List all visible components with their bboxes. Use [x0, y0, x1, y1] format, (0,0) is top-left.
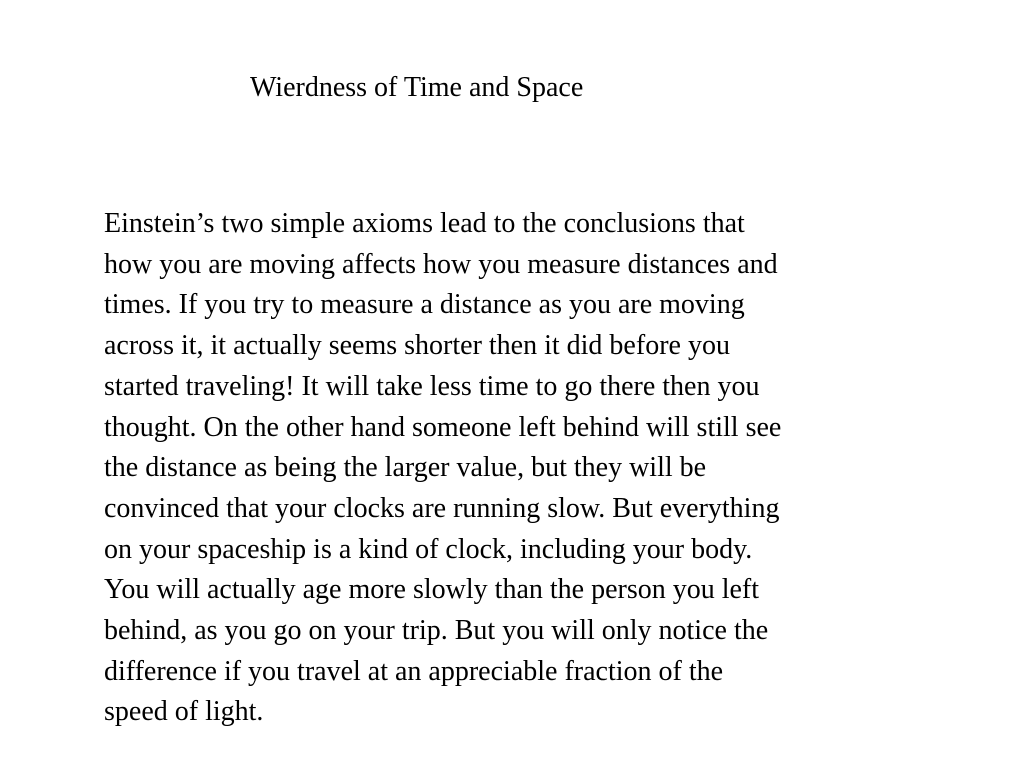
slide-title: Wierdness of Time and Space [250, 72, 584, 103]
body-line: convinced that your clocks are running slow. But everything [104, 492, 780, 524]
body-line: times. If you try to measure a distance as you are moving [104, 289, 745, 321]
body-line: behind, as you go on your trip. But you will only notice the [104, 615, 769, 647]
body-line: You will actually age more slowly than the person you left [104, 574, 760, 606]
body-line: Einstein’s two simple axioms lead to the conclusions that [104, 208, 745, 239]
body-line: difference if you travel at an appreciable fraction of the [104, 655, 724, 687]
body-line: the distance as being the larger value, but they will be [104, 452, 707, 484]
body-line: started traveling! It will take less time to go there then you [104, 370, 760, 402]
body-line: on your spaceship is a kind of clock, including your body. [104, 533, 753, 565]
body-line: speed of light. [104, 696, 264, 728]
body-line: how you are moving affects how you measure distances and [104, 248, 778, 280]
body-line: thought. On the other hand someone left behind will still see [104, 411, 782, 443]
slide-body [104, 204, 944, 733]
body-line: across it, it actually seems shorter then it did before you [104, 330, 730, 362]
